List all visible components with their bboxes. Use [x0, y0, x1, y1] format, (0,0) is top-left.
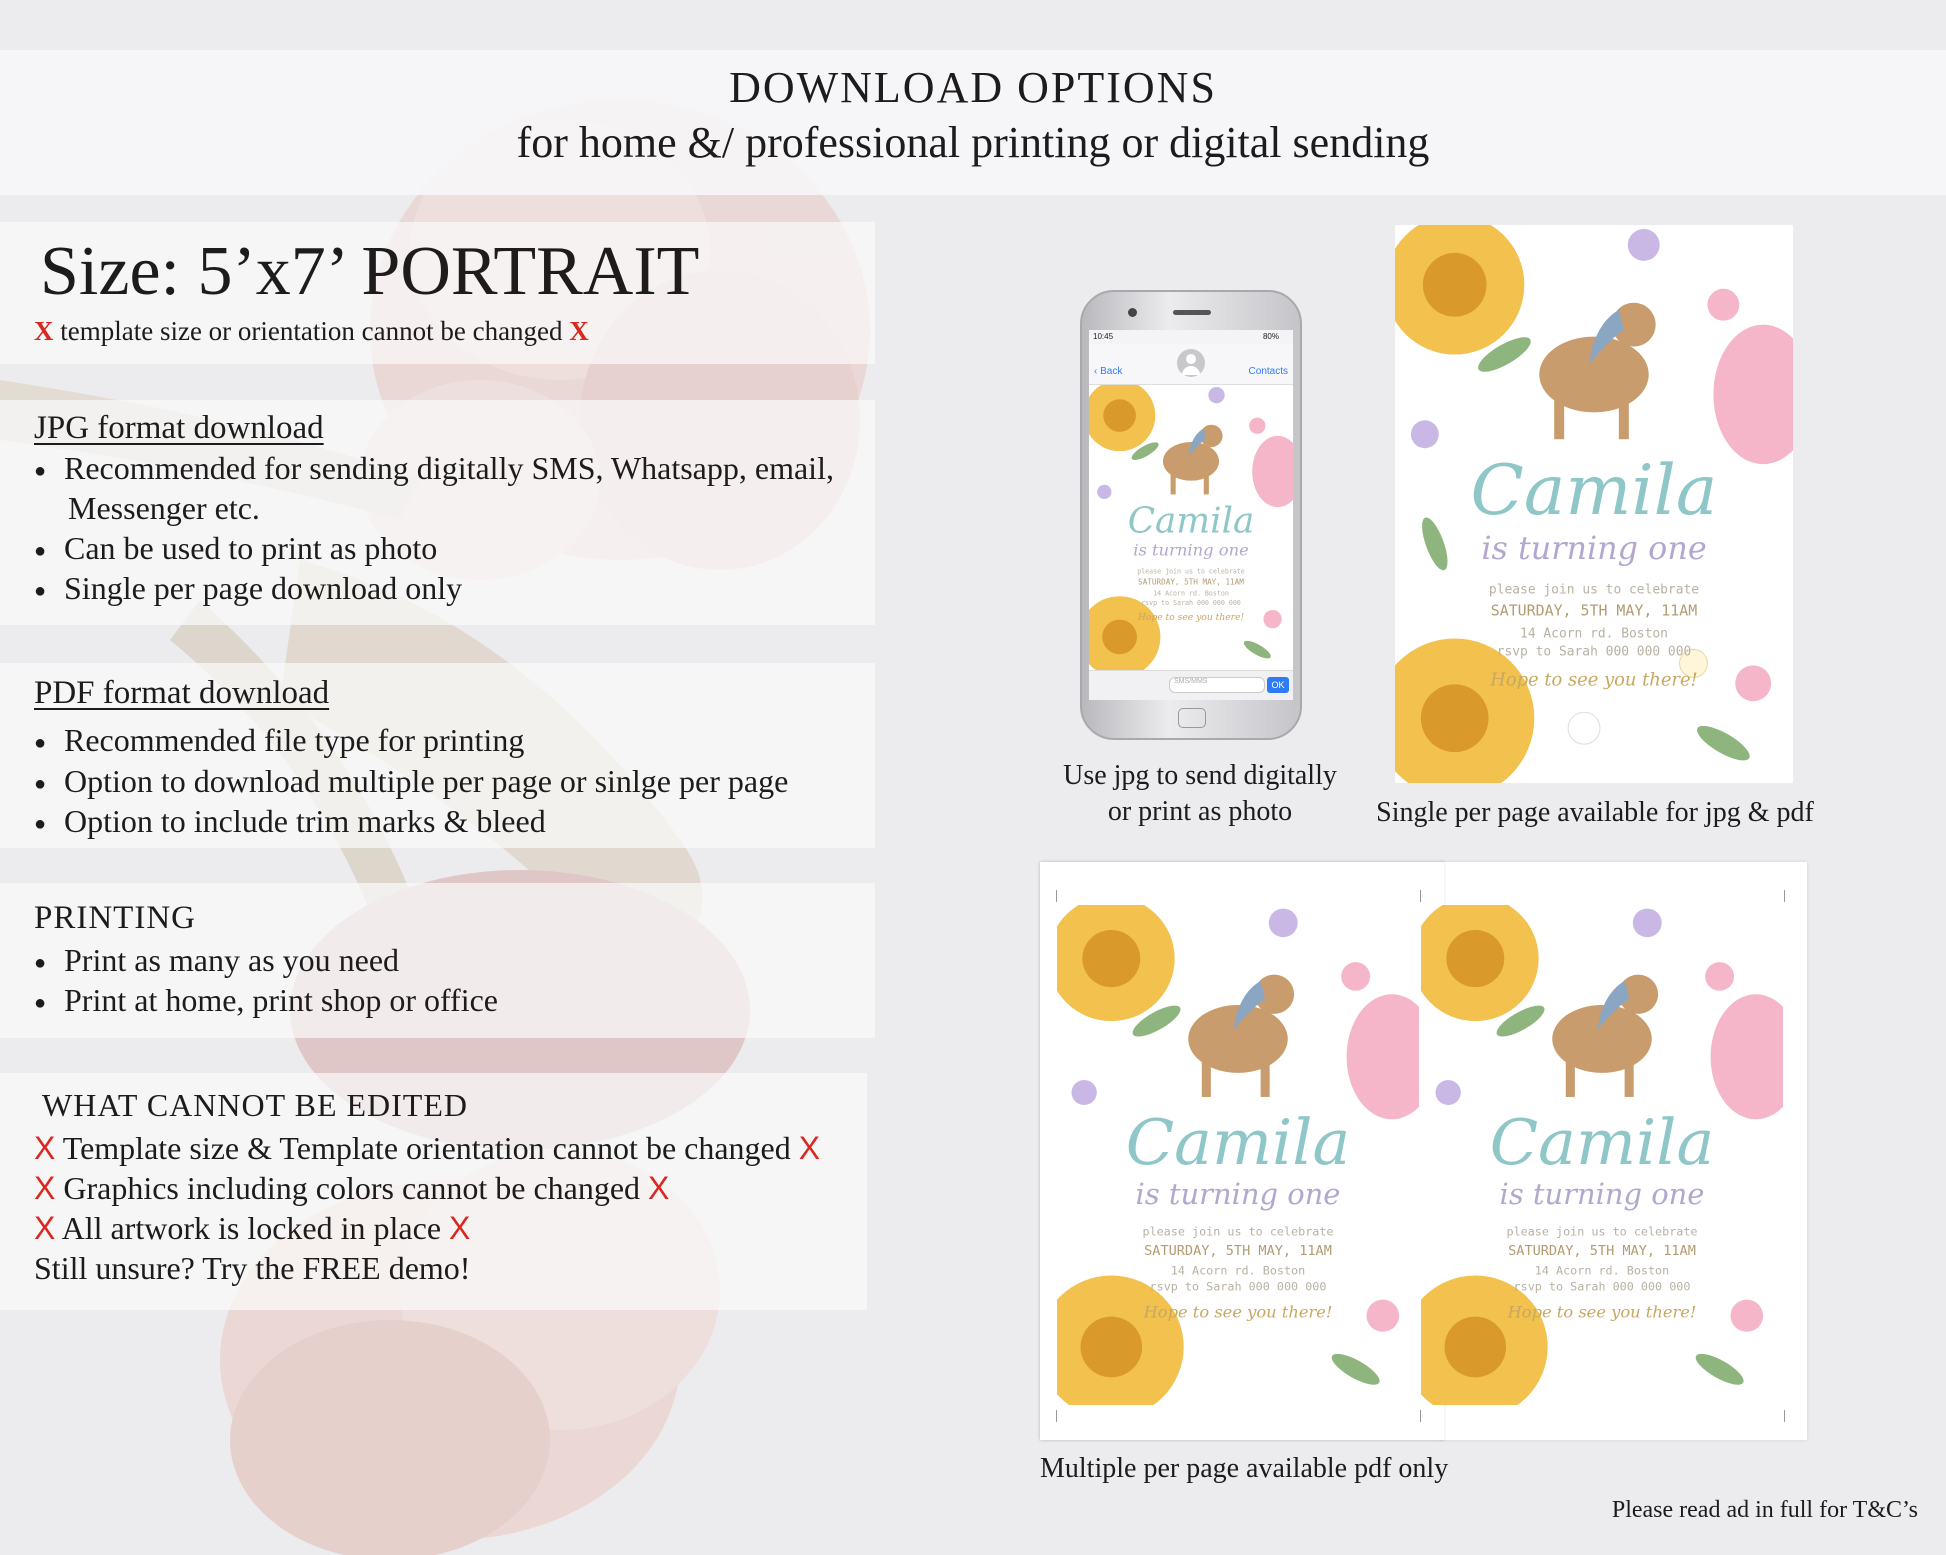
- svg-text:Hope to see you there!: Hope to see you there!: [1137, 612, 1245, 624]
- invitation-art-single: [1395, 225, 1793, 783]
- invitation-date: SATURDAY, 5TH MAY, 11AM: [1144, 1243, 1332, 1259]
- pdf-item: [34, 803, 546, 840]
- x-mark-icon: X: [34, 1210, 56, 1246]
- jpg-item: [34, 530, 437, 567]
- printing-heading: PRINTING: [34, 900, 196, 936]
- phone-screen: [1089, 330, 1293, 700]
- phone-earpiece: [1173, 310, 1211, 315]
- cannot-edit-heading: WHAT CANNOT BE EDITED: [42, 1087, 468, 1123]
- avatar-icon[interactable]: [1177, 349, 1205, 377]
- invitation-art-mini: [1089, 385, 1293, 670]
- jpg-item-text: Can be used to print as photo: [64, 530, 438, 566]
- svg-text:SATURDAY, 5TH MAY, 11AM: SATURDAY, 5TH MAY, 11AM: [1138, 577, 1244, 587]
- jpg-item: Messenger etc.: [68, 490, 260, 526]
- bullet-icon: ●: [34, 732, 47, 755]
- size-heading: Size: 5’x7’ PORTRAIT: [40, 233, 700, 310]
- jpg-heading: JPG format download: [34, 410, 324, 446]
- svg-text:please join us to celebrate: please join us to celebrate: [1137, 567, 1245, 576]
- x-mark-icon: X: [569, 316, 589, 346]
- invitation-name: Camila: [1489, 1106, 1715, 1179]
- bullet-icon: ●: [34, 540, 47, 563]
- status-battery: 80%: [1262, 332, 1279, 341]
- single-caption: Single per page available for jpg & pdf: [1376, 797, 1814, 828]
- x-mark-icon: X: [34, 1130, 56, 1166]
- bullet-icon: ●: [34, 773, 47, 796]
- invitation-date: SATURDAY, 5TH MAY, 11AM: [1490, 601, 1698, 620]
- invitation-name: Camila: [1470, 449, 1718, 531]
- x-mark-icon: X: [648, 1170, 670, 1206]
- cannot-edit-text: Template size & Template orientation cannot be changed: [62, 1130, 791, 1166]
- invitation-art-right: [1421, 905, 1783, 1405]
- multiple-per-page-sheet: [1040, 862, 1444, 1440]
- pdf-item-text: Recommended file type for printing: [64, 722, 525, 758]
- invitation-name: Camila: [1125, 1106, 1351, 1179]
- svg-text:is turning one: is turning one: [1133, 540, 1249, 560]
- pdf-item: [34, 763, 788, 800]
- x-mark-icon: X: [449, 1210, 471, 1246]
- cannot-edit-text: All artwork is locked in place: [61, 1210, 442, 1246]
- x-mark-icon: X: [34, 1170, 56, 1206]
- footer-note: Please read ad in full for T&C’s: [1611, 1497, 1918, 1523]
- bullet-icon: ●: [34, 580, 47, 603]
- cannot-edit-item: [34, 1170, 669, 1207]
- pdf-item-text: Option to download multiple per page or sinlge per page: [64, 763, 789, 799]
- invitation-address: 14 Acorn rd. Boston: [1170, 1263, 1306, 1278]
- back-label: Back: [1100, 366, 1123, 377]
- back-button[interactable]: ‹ Back: [1094, 366, 1123, 377]
- invitation-address: 14 Acorn rd. Boston: [1534, 1263, 1670, 1278]
- invitation-subtitle: is turning one: [1499, 1177, 1705, 1212]
- invitation-closing: Hope to see you there!: [1143, 1302, 1333, 1322]
- pdf-heading: PDF format download: [34, 675, 330, 711]
- phone-message-bar: [1089, 670, 1293, 700]
- message-input[interactable]: SMS/MMS: [1169, 677, 1265, 693]
- invitation-subtitle: is turning one: [1135, 1177, 1341, 1212]
- phone-nav-bar: [1089, 344, 1293, 385]
- invitation-art: [1089, 385, 1293, 670]
- invitation-line1: please join us to celebrate: [1488, 582, 1700, 598]
- printing-item-text: Print at home, print shop or office: [64, 982, 498, 1018]
- invitation-subtitle: is turning one: [1481, 528, 1707, 567]
- second-invitation-card: [1421, 905, 1783, 1405]
- phone-camera: [1128, 308, 1137, 317]
- phone-home-button: [1178, 708, 1206, 728]
- phone-caption-line1: Use jpg to send digitally: [1063, 760, 1337, 791]
- printing-item: [34, 982, 498, 1019]
- invitation-date: SATURDAY, 5TH MAY, 11AM: [1508, 1243, 1696, 1259]
- jpg-item-text: Single per page download only: [64, 570, 463, 606]
- x-mark-icon: X: [34, 316, 54, 346]
- invitation-address: 14 Acorn rd. Boston: [1520, 626, 1668, 642]
- pdf-item-text: Option to include trim marks & bleed: [64, 803, 546, 839]
- phone-invitation-preview: [1089, 385, 1293, 670]
- smartphone-mockup: [1080, 290, 1302, 740]
- invitation-rsvp: rsvp to Sarah 000 000 000: [1496, 644, 1692, 660]
- invitation-art-left: [1057, 905, 1419, 1405]
- contacts-button[interactable]: Contacts: [1248, 366, 1288, 377]
- printing-item: [34, 942, 399, 979]
- free-demo-note: Still unsure? Try the FREE demo!: [34, 1250, 471, 1286]
- invitation-closing: Hope to see you there!: [1490, 669, 1698, 691]
- bullet-icon: ●: [34, 813, 47, 836]
- cannot-edit-item: [34, 1130, 820, 1167]
- svg-text:14 Acorn rd. Boston: 14 Acorn rd. Boston: [1153, 589, 1229, 598]
- status-time: 10:45: [1093, 332, 1114, 341]
- svg-text:Camila: Camila: [1127, 500, 1255, 542]
- page-subtitle: for home &/ professional printing or digital sending: [516, 118, 1430, 167]
- send-button[interactable]: OK: [1267, 677, 1289, 693]
- jpg-item: [34, 570, 462, 607]
- bullet-icon: ●: [34, 952, 47, 975]
- invitation-line1: please join us to celebrate: [1142, 1224, 1334, 1239]
- printing-item-text: Print as many as you need: [64, 942, 400, 978]
- invitation-line1: please join us to celebrate: [1506, 1224, 1698, 1239]
- size-note-text: template size or orientation cannot be changed: [60, 316, 563, 346]
- invitation-rsvp: rsvp to Sarah 000 000 000: [1513, 1279, 1691, 1294]
- phone-caption-line2: or print as photo: [1107, 796, 1293, 827]
- size-note: [34, 316, 589, 347]
- svg-text:rsvp to Sarah 000 000 000: rsvp to Sarah 000 000 000: [1141, 598, 1241, 607]
- invitation-rsvp: rsvp to Sarah 000 000 000: [1149, 1279, 1327, 1294]
- cannot-edit-text: Graphics including colors cannot be changed: [63, 1170, 641, 1206]
- phone-caption: [1040, 758, 1360, 830]
- jpg-item: [34, 450, 834, 487]
- invitation-closing: Hope to see you there!: [1507, 1302, 1697, 1322]
- x-mark-icon: X: [798, 1130, 821, 1166]
- multiple-caption: Multiple per page available pdf only: [1040, 1453, 1449, 1484]
- single-invitation-card: [1395, 225, 1793, 783]
- page-title: DOWNLOAD OPTIONS: [729, 63, 1217, 112]
- jpg-item-text: Recommended for sending digitally SMS, Whatsapp, email,: [64, 450, 834, 486]
- cannot-edit-item: [34, 1210, 470, 1247]
- phone-status-bar: [1089, 330, 1293, 344]
- pdf-item: [34, 722, 524, 759]
- bullet-icon: ●: [34, 460, 47, 483]
- bullet-icon: ●: [34, 992, 47, 1015]
